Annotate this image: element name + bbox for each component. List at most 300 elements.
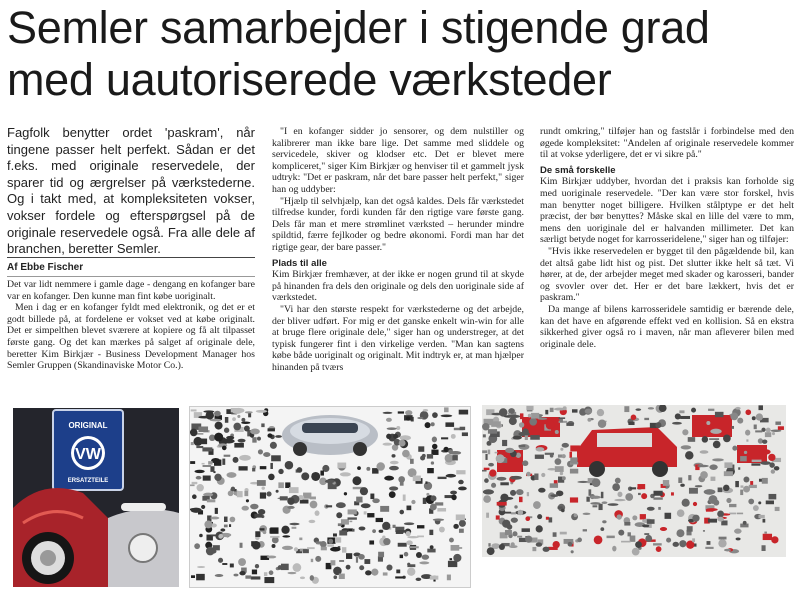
car-part-shape [201,505,205,509]
car-part-shape [685,451,694,460]
car-part-shape [214,411,221,417]
car-part-shape [430,576,439,580]
car-part-shape [215,422,223,430]
car-part-shape [341,519,349,524]
car-part-shape [378,552,384,557]
car-part-shape [558,506,563,508]
car-part-shape [270,527,278,533]
car-part-shape [293,563,302,572]
car-part-shape [452,455,457,460]
car-part-shape [630,487,636,489]
car-part-shape [240,543,243,548]
body-column-2 [272,126,524,373]
car-part-shape [645,535,652,542]
car-part-shape [484,478,489,483]
car-part-shape [281,526,289,534]
car-part-shape [215,508,218,514]
car-part-shape [708,519,717,523]
car-part-shape [399,510,404,515]
car-part-shape [459,410,468,415]
car-part-shape [644,533,649,535]
car-part-shape [483,495,491,503]
car-part-shape [519,497,523,502]
car-part-shape [445,422,454,427]
car-part-shape [244,426,250,432]
car-part-shape [517,536,522,538]
car-part-shape [264,577,274,583]
car-part-shape [416,552,422,558]
car-part-shape [268,474,275,481]
car-part-shape [631,415,637,421]
car-part-shape [740,485,743,487]
car-part-shape [526,472,530,476]
sign-text-ersatzteile: ERSATZTEILE [67,478,109,484]
car-part-shape [663,480,669,486]
car-part-shape [431,422,435,426]
car-part-shape [222,563,227,565]
car-part-shape [570,469,578,474]
car-part-shape [665,513,672,519]
car-part-shape [222,446,227,451]
car-part-shape [441,437,448,439]
car-part-shape [384,522,388,526]
car-part-shape [400,435,412,440]
car-part-shape [496,515,500,519]
car-part-shape [411,500,415,504]
car-part-shape [245,411,253,413]
car-part-shape [717,511,724,518]
car-part-shape [691,408,696,413]
car-part-shape [768,454,775,461]
car-part-shape [537,514,542,519]
car-part-shape [635,408,641,410]
car-part-shape [743,477,749,483]
car-part-shape [339,530,347,535]
car-part-shape [226,436,234,440]
car-part-shape [499,408,507,416]
car-part-shape [534,474,538,480]
car-part-shape [287,572,296,574]
car-part-shape [746,439,748,441]
lead-paragraph: Fagfolk benytter ordet 'paskram', når tingene passer helt perfekt. Sådan er det f.eks. med originale reservedele, der sparer tid og ærgrelser på værkstederne. Og i takt med, at kompleksiteten vokser, vokser fordele og efterspørgsel på de originale reservedele også. Fra alle dele af branchen, beretter Semler. [7,125,255,257]
exploded-parts-illustration [190,407,470,587]
car-part-shape [278,469,283,474]
car-part-shape [518,432,529,437]
car-part-shape [431,461,434,464]
car-part-shape [700,471,708,479]
car-part-shape [382,443,392,446]
car-part-shape [709,438,719,440]
car-part-shape [703,530,705,532]
car-part-shape [361,503,371,508]
car-part-shape [339,560,344,562]
car-part-shape [398,543,407,547]
car-part-shape [410,459,414,464]
car-part-shape [301,472,309,480]
car-part-shape [333,533,337,536]
car-part-shape [424,482,432,490]
car-part-shape [231,487,235,491]
car-part-shape [233,574,238,577]
car-part-shape [717,517,724,522]
car-part-shape [745,409,751,415]
car-part-shape [389,466,399,471]
car-part-shape [287,497,294,504]
car-part-shape [546,421,555,430]
car-part-shape [569,452,572,458]
car-part-shape [359,565,364,570]
car-part-shape [561,509,565,513]
car-part-shape [550,408,554,412]
car-part-shape [199,534,203,538]
car-part-shape [724,462,732,468]
car-part-shape [197,433,204,435]
car-part-shape [528,414,532,418]
car-part-shape [237,415,240,418]
body-paragraph: "Hjælp til selvhjælp, kan det også kaldes. Dels får værkstedet tilfredse kunder, fordi kunden får den rigtige vare første gang. Dels får man et mere strømlinet værksted – herunder mindre spildtid, færre fejlkoder og bedre økonomi. Fordi man har det rigtige gear, der bare passer." [272,195,524,253]
car-part-shape [583,529,587,531]
car-part-shape [379,530,384,533]
car-part-shape [628,532,631,536]
car-part-shape [239,571,245,575]
car-part-shape [252,570,257,575]
car-part-shape [386,418,392,422]
car-part-shape [371,569,378,576]
body-paragraph: Men i dag er en kofanger fyldt med elektronik, og det er et godt billede på, at fordelene er vokset ved at købe originalt. Det er simpelthen blevet sværere at kopiere og få alt tilpasset første gang. Og det kan mærkes på salget af originale dele, beretter Kim Birkjær - Business Development Manager hos Semler Gruppen (Skandinaviske Motor Co.). [7,302,255,372]
car-part-shape [419,561,429,564]
car-part-shape [689,488,698,494]
car-part-shape [376,518,383,522]
car-part-shape [502,520,510,528]
car-part-shape [367,513,374,517]
car-part-shape [416,578,422,581]
car-part-shape [233,457,239,463]
car-part-shape [404,552,409,557]
car-part-shape [254,514,262,518]
car-part-shape [303,549,309,553]
car-part-shape [194,543,200,549]
car-part-shape [191,409,197,411]
car-part-shape [570,445,580,451]
subheading-plads-til-alle: Plads til alle [272,257,327,269]
car-part-shape [275,435,282,438]
car-part-shape [226,472,236,478]
car-part-shape [267,433,272,437]
car-part-shape [204,520,212,528]
car-part-shape [191,575,195,578]
car-part-shape [190,461,195,464]
car-part-shape [505,512,511,514]
car-part-shape [705,547,713,549]
car-part-shape [743,486,750,493]
car-part-shape [360,487,368,495]
car-part-shape [203,410,214,412]
car-part-shape [285,461,294,470]
car-part-shape [522,460,528,466]
car-part-shape [600,527,604,531]
car-part-shape [754,425,757,430]
car-part-shape [264,572,267,576]
car-part-shape [417,417,423,419]
car-part-shape [624,406,629,412]
car-part-shape [640,514,646,519]
car-part-shape [760,449,771,455]
car-part-shape [675,413,681,419]
car-part-shape [218,558,223,563]
car-part-shape [241,418,245,422]
body-paragraph: "Vi har den største respekt for værkstederne og det arbejde, der bliver udført. For mig er det ganske enkelt win-win for alle at bruge flere originale dele," siger han og understreger, at det typisk fungerer fint i den virkelige verden. "Man kan sagtens købe både uoriginalt og originalt. Mit indtryk er, at man hjælper hinanden på tværs [272,303,524,373]
car-part-shape [762,439,767,443]
car-part-shape [229,524,231,527]
car-part-shape [505,448,514,453]
car-part-shape [297,467,303,473]
car-part-shape [396,426,400,430]
car-part-shape [276,490,279,493]
car-part-shape [289,487,299,493]
car-part-shape [448,561,457,567]
car-part-shape [417,525,424,528]
car-part-shape [214,433,223,442]
car-part-shape [510,476,522,480]
car-part-shape [462,432,468,436]
car-part-shape [342,547,346,553]
car-part-shape [642,524,649,527]
car-part-shape [207,499,215,502]
byline-divider-bottom [7,276,255,277]
car-part-shape [245,575,251,578]
car-part-shape [376,462,385,471]
car-part-shape [270,536,279,538]
car-part-shape [432,412,438,418]
car-part-shape [433,519,444,522]
car-part-shape [560,448,563,451]
car-part-shape [533,501,541,509]
car-part-shape [562,454,566,458]
car-part-shape [546,517,549,520]
car-part-shape [590,496,601,499]
car-part-shape [562,476,566,480]
photo-vw-original-parts [13,408,179,587]
car-part-shape [497,502,507,506]
car-part-shape [702,436,708,442]
car-part-shape [527,492,529,496]
car-part-shape [309,520,316,523]
car-part-shape [214,474,221,481]
car-part-shape [653,543,662,545]
car-part-shape [491,421,501,427]
car-part-shape [252,437,256,442]
car-part-shape [641,493,647,499]
car-part-shape [230,517,236,523]
car-part-shape [550,483,558,488]
car-part-shape [359,526,366,530]
car-part-shape [192,494,197,499]
car-part-shape [432,436,437,442]
car-part-shape [400,481,404,486]
car-part-shape [386,434,391,439]
car-part-shape [333,575,337,579]
car-part-shape [682,499,690,507]
car-part-shape [762,545,766,551]
car-part-shape [482,470,487,472]
car-part-shape [196,446,203,448]
car-part-shape [224,455,231,457]
car-part-shape [282,535,290,537]
car-part-shape [726,498,731,503]
car-part-shape [202,463,205,465]
car-part-shape [612,483,620,491]
car-part-shape [525,516,530,521]
car-part-shape [224,525,228,528]
car-part-shape [382,536,385,539]
car-part-shape [679,540,686,547]
car-part-shape [196,476,202,480]
car-part-shape [450,558,453,560]
car-part-shape [237,491,243,497]
car-part-shape [387,427,397,430]
car-part-shape [597,409,604,416]
car-part-shape [587,418,591,422]
car-part-shape [617,492,622,497]
car-part-shape [672,422,682,425]
car-part-shape [496,454,505,463]
car-part-shape [518,510,523,515]
car-part-shape [315,556,321,562]
car-part-shape [644,418,649,420]
car-part-shape [713,441,721,449]
car-part-shape [294,547,298,551]
car-part-shape [430,545,434,549]
car-part-shape [775,507,780,511]
car-part-shape [566,423,573,426]
car-part-shape [393,525,396,528]
car-part-shape [658,507,661,510]
car-part-shape [336,502,346,508]
body-paragraph: Kim Birkjær uddyber, hvordan det i praksis kan forholde sig med uoriginale reservedele. "Der kan være stor forskel, hvis man benytter noget billigere. Hvilken stålptype er det helt præcist, der bør benyttes? Måske skal en lille del være to mm, mens den uoriginale del er halvanden millimeter. Det kan særligt betyde noget for karrosseridelene," siger han og tilføjer: [540,176,794,246]
car-part-shape [338,523,342,526]
car-part-shape [263,530,267,534]
car-part-shape [320,471,324,476]
car-part-shape [692,538,695,542]
car-part-shape [504,497,513,500]
car-part-shape [425,422,431,428]
car-part-shape [677,509,685,517]
car-part-shape [704,489,716,495]
car-part-shape [327,544,334,546]
car-part-shape [255,564,259,568]
car-part-shape [238,558,246,566]
car-part-shape [289,523,299,526]
car-part-shape [456,470,465,474]
car-part-shape [572,409,578,412]
car-part-shape [618,530,624,536]
car-part-shape [383,572,388,575]
car-part-shape [511,512,516,514]
car-part-shape [444,407,448,412]
car-part-shape [232,417,236,421]
car-part-shape [688,437,695,442]
car-part-shape [220,528,225,531]
car-part-shape [233,423,241,431]
car-part-shape [225,417,228,423]
car-part-shape [778,426,784,430]
car-part-shape [758,501,761,504]
car-part-shape [752,460,762,462]
car-part-shape [383,538,390,545]
car-part-shape [525,536,532,543]
car-part-shape [737,513,743,515]
car-part-shape [346,553,352,559]
car-part-shape [256,410,268,413]
car-part-shape [248,413,251,418]
car-part-shape [743,521,747,525]
car-part-shape [450,491,457,495]
car-part-shape [489,469,496,476]
car-part-shape [191,508,202,513]
car-part-shape [352,476,361,485]
car-part-shape [407,506,412,511]
car-part-shape [559,417,566,419]
car-part-shape [656,546,662,552]
car-part-shape [516,489,524,495]
car-part-shape [266,491,271,496]
car-part-shape [624,522,630,526]
car-part-shape [734,529,742,534]
car-part-shape [555,430,559,434]
car-part-shape [335,537,341,542]
car-part-shape [406,540,413,545]
car-part-shape [315,510,320,515]
car-part-shape [612,546,616,552]
car-part-shape [210,517,219,520]
car-part-shape [574,513,578,517]
byline-divider-top [7,257,255,258]
car-part-shape [615,478,621,484]
car-part-shape [748,499,754,505]
car-part-shape [260,466,267,469]
car-part-shape [538,488,545,493]
car-part-shape [393,434,398,439]
car-part-shape [710,429,722,434]
car-part-shape [536,447,545,451]
car-part-shape [211,534,217,536]
car-part-shape [756,413,763,420]
car-part-shape [244,491,248,496]
car-part-shape [771,536,778,543]
car-part-shape [402,450,410,458]
car-part-shape [555,458,562,465]
car-part-shape [593,505,598,507]
car-part-shape [281,564,289,570]
car-part-shape [272,544,276,548]
car-part-shape [458,480,464,484]
car-part-shape [350,521,353,523]
car-part-shape [331,560,336,565]
car-part-shape [740,490,743,495]
car-part-shape [451,495,456,501]
car-part-shape [257,480,266,486]
car-part-shape [707,541,711,545]
car-part-shape [348,517,357,519]
car-part-shape [598,420,606,428]
car-part-shape [325,479,335,483]
body-column-1 [7,279,255,372]
car-part-shape [202,447,212,451]
car-part-shape [344,492,347,495]
car-part-shape [570,497,578,502]
car-part-shape [535,455,544,459]
car-part-shape [372,498,379,503]
